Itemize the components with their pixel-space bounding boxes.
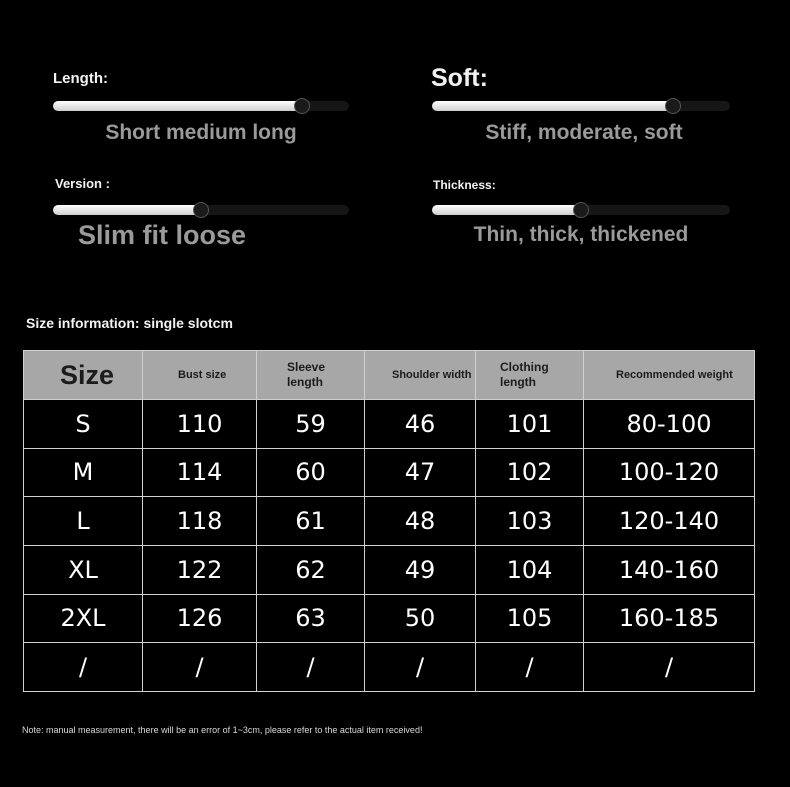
soft-scale: Stiff, moderate, soft [485,121,683,144]
cell-shoulder: 48 [365,497,476,546]
column-header-size: Size [24,351,143,400]
cell-size: M [24,448,143,497]
table-header-row [24,351,755,400]
cell-bust: / [143,643,257,692]
cell-size: / [24,643,143,692]
soft-slider-fill [432,101,673,111]
thickness-label: Thickness: [433,178,496,192]
cell-shoulder: 49 [365,545,476,594]
cell-sleeve: 61 [257,497,365,546]
thickness-slider[interactable] [432,205,730,215]
cell-shoulder: 47 [365,448,476,497]
size-info-heading: Size information: single slotcm [26,315,233,331]
length-attribute [53,70,108,87]
cell-sleeve: 62 [257,545,365,594]
cell-weight: 120-140 [584,497,755,546]
version-attribute [55,176,110,191]
length-slider-knob[interactable] [294,98,310,114]
version-scale: Slim fit loose [78,220,247,250]
version-label: Version : [55,176,110,191]
column-header-sleeve: Sleeve length [257,351,365,400]
cell-weight: 140-160 [584,545,755,594]
cell-shoulder: / [365,643,476,692]
cell-sleeve: 59 [257,400,365,449]
cell-weight: / [584,643,755,692]
cell-sleeve: 63 [257,594,365,643]
length-slider-fill [53,101,302,111]
soft-attribute [431,64,488,93]
length-scale: Short medium long [105,121,297,144]
table-row [24,545,755,594]
cell-weight: 80-100 [584,400,755,449]
table-row [24,643,755,692]
cell-sleeve: / [257,643,365,692]
cell-bust: 122 [143,545,257,594]
column-header-bust: Bust size [143,351,257,400]
thickness-slider-knob[interactable] [573,202,589,218]
cell-sleeve: 60 [257,448,365,497]
soft-slider-knob[interactable] [665,98,681,114]
thickness-slider-fill [432,205,581,215]
cell-bust: 110 [143,400,257,449]
size-table [23,350,755,692]
cell-clothing: 102 [476,448,584,497]
cell-size: 2XL [24,594,143,643]
cell-size: L [24,497,143,546]
cell-shoulder: 50 [365,594,476,643]
cell-bust: 126 [143,594,257,643]
version-slider[interactable] [53,205,349,215]
column-header-clothing: Clothing length [476,351,584,400]
table-row [24,497,755,546]
cell-clothing: 105 [476,594,584,643]
measurement-note: Note: manual measurement, there will be an error of 1~3cm, please refer to the actual item received! [22,725,423,735]
cell-bust: 118 [143,497,257,546]
cell-bust: 114 [143,448,257,497]
soft-slider[interactable] [432,101,730,111]
version-slider-fill [53,205,201,215]
column-header-weight: Recommended weight [584,351,755,400]
cell-size: S [24,400,143,449]
table-row [24,594,755,643]
thickness-scale: Thin, thick, thickened [473,223,689,246]
cell-size: XL [24,545,143,594]
cell-shoulder: 46 [365,400,476,449]
length-label: Length: [53,70,108,87]
length-slider[interactable] [53,101,349,111]
soft-label: Soft: [431,64,488,92]
table-row [24,400,755,449]
cell-weight: 160-185 [584,594,755,643]
cell-clothing: / [476,643,584,692]
cell-clothing: 103 [476,497,584,546]
cell-clothing: 104 [476,545,584,594]
cell-weight: 100-120 [584,448,755,497]
column-header-shoulder: Shoulder width [365,351,476,400]
version-slider-knob[interactable] [193,202,209,218]
table-row [24,448,755,497]
cell-clothing: 101 [476,400,584,449]
thickness-attribute [433,178,496,192]
